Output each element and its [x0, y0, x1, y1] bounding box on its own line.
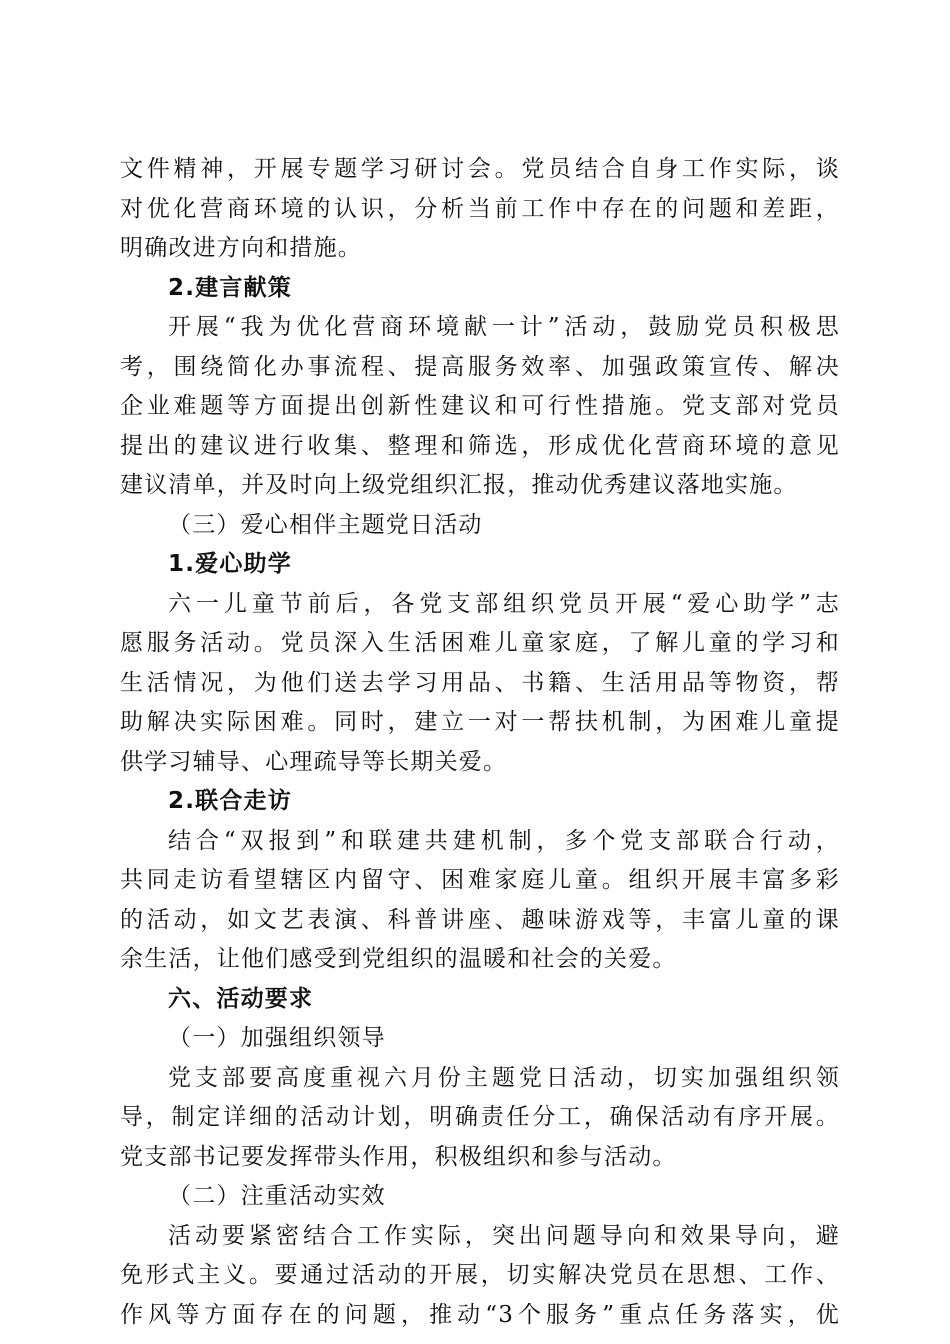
document-page — [120, 150, 840, 1335]
paragraph — [120, 308, 840, 506]
paragraph-line: 活动要紧密结合工作实际，突出问题导向和效果导向，避 — [168, 1222, 840, 1249]
paragraph-line: 文件精神，开展专题学习研讨会。党员结合自身工作实际，谈 — [120, 156, 840, 182]
section-heading: 六、活动要求 — [168, 985, 314, 1012]
paragraph — [120, 150, 840, 269]
paragraph-line: 作风等方面存在的问题，推动“3个服务”重点任务落实，优 — [120, 1301, 840, 1328]
paragraph-line: 提出的建议进行收集、整理和筛选，形成优化营商环境的意见 — [120, 432, 840, 459]
section-subheading: （二）注重活动实效 — [168, 1183, 386, 1209]
paragraph-line: 导，制定详细的活动计划，明确责任分工，确保活动有序开展。 — [120, 1104, 840, 1130]
section-heading: 1.爱心助学 — [168, 551, 292, 577]
paragraph-line: 的活动，如文艺表演、科普讲座、趣味游戏等，丰富儿童的课 — [120, 906, 840, 933]
paragraph-line: 供学习辅导、心理疏导等长期关爱。 — [120, 748, 508, 775]
paragraph-line: 建议清单，并及时向上级党组织汇报，推动优秀建议落地实施。 — [120, 472, 798, 498]
paragraph-line: 余生活，让他们感受到党组织的温暖和社会的关爱。 — [120, 946, 677, 972]
paragraph — [120, 822, 840, 980]
paragraph-line: 对优化营商环境的认识，分析当前工作中存在的问题和差距， — [120, 195, 840, 222]
paragraph-line: 六一儿童节前后，各党支部组织党员开展“爱心助学”志 — [168, 590, 840, 617]
paragraph-line: 企业难题等方面提出创新性建议和可行性措施。党支部对党员 — [120, 393, 840, 419]
paragraph-line: 共同走访看望辖区内留守、困难家庭儿童。组织开展丰富多彩 — [120, 867, 840, 893]
paragraph — [120, 585, 840, 783]
paragraph-line: 党支部书记要发挥带头作用，积极组织和参与活动。 — [120, 1143, 677, 1170]
paragraph-line: 开展“我为优化营商环境献一计”活动，鼓励党员积极思 — [168, 314, 840, 340]
paragraph — [120, 1217, 840, 1336]
paragraph-line: 结合“双报到”和联建共建机制，多个党支部联合行动， — [168, 827, 840, 854]
paragraph — [120, 1059, 840, 1178]
paragraph-line: 明确改进方向和措施。 — [120, 235, 362, 261]
paragraph-line: 党支部要高度重视六月份主题党日活动，切实加强组织领 — [168, 1064, 840, 1091]
paragraph-line: 愿服务活动。党员深入生活困难儿童家庭，了解儿童的学习和 — [120, 630, 840, 656]
paragraph-line: 助解决实际困难。同时，建立一对一帮扶机制，为困难儿童提 — [120, 709, 840, 735]
section-subheading: （三）爱心相伴主题党日活动 — [168, 511, 483, 538]
paragraph-line: 免形式主义。要通过活动的开展，切实解决党员在思想、工作、 — [120, 1262, 840, 1288]
section-heading: 2.联合走访 — [168, 788, 292, 814]
section-heading: 2.建言献策 — [168, 274, 292, 301]
paragraph-line: 生活情况，为他们送去学习用品、书籍、生活用品等物资，帮 — [120, 669, 840, 696]
paragraph-line: 考，围绕简化办事流程、提高服务效率、加强政策宣传、解决 — [120, 353, 840, 380]
section-subheading: （一）加强组织领导 — [168, 1025, 386, 1051]
